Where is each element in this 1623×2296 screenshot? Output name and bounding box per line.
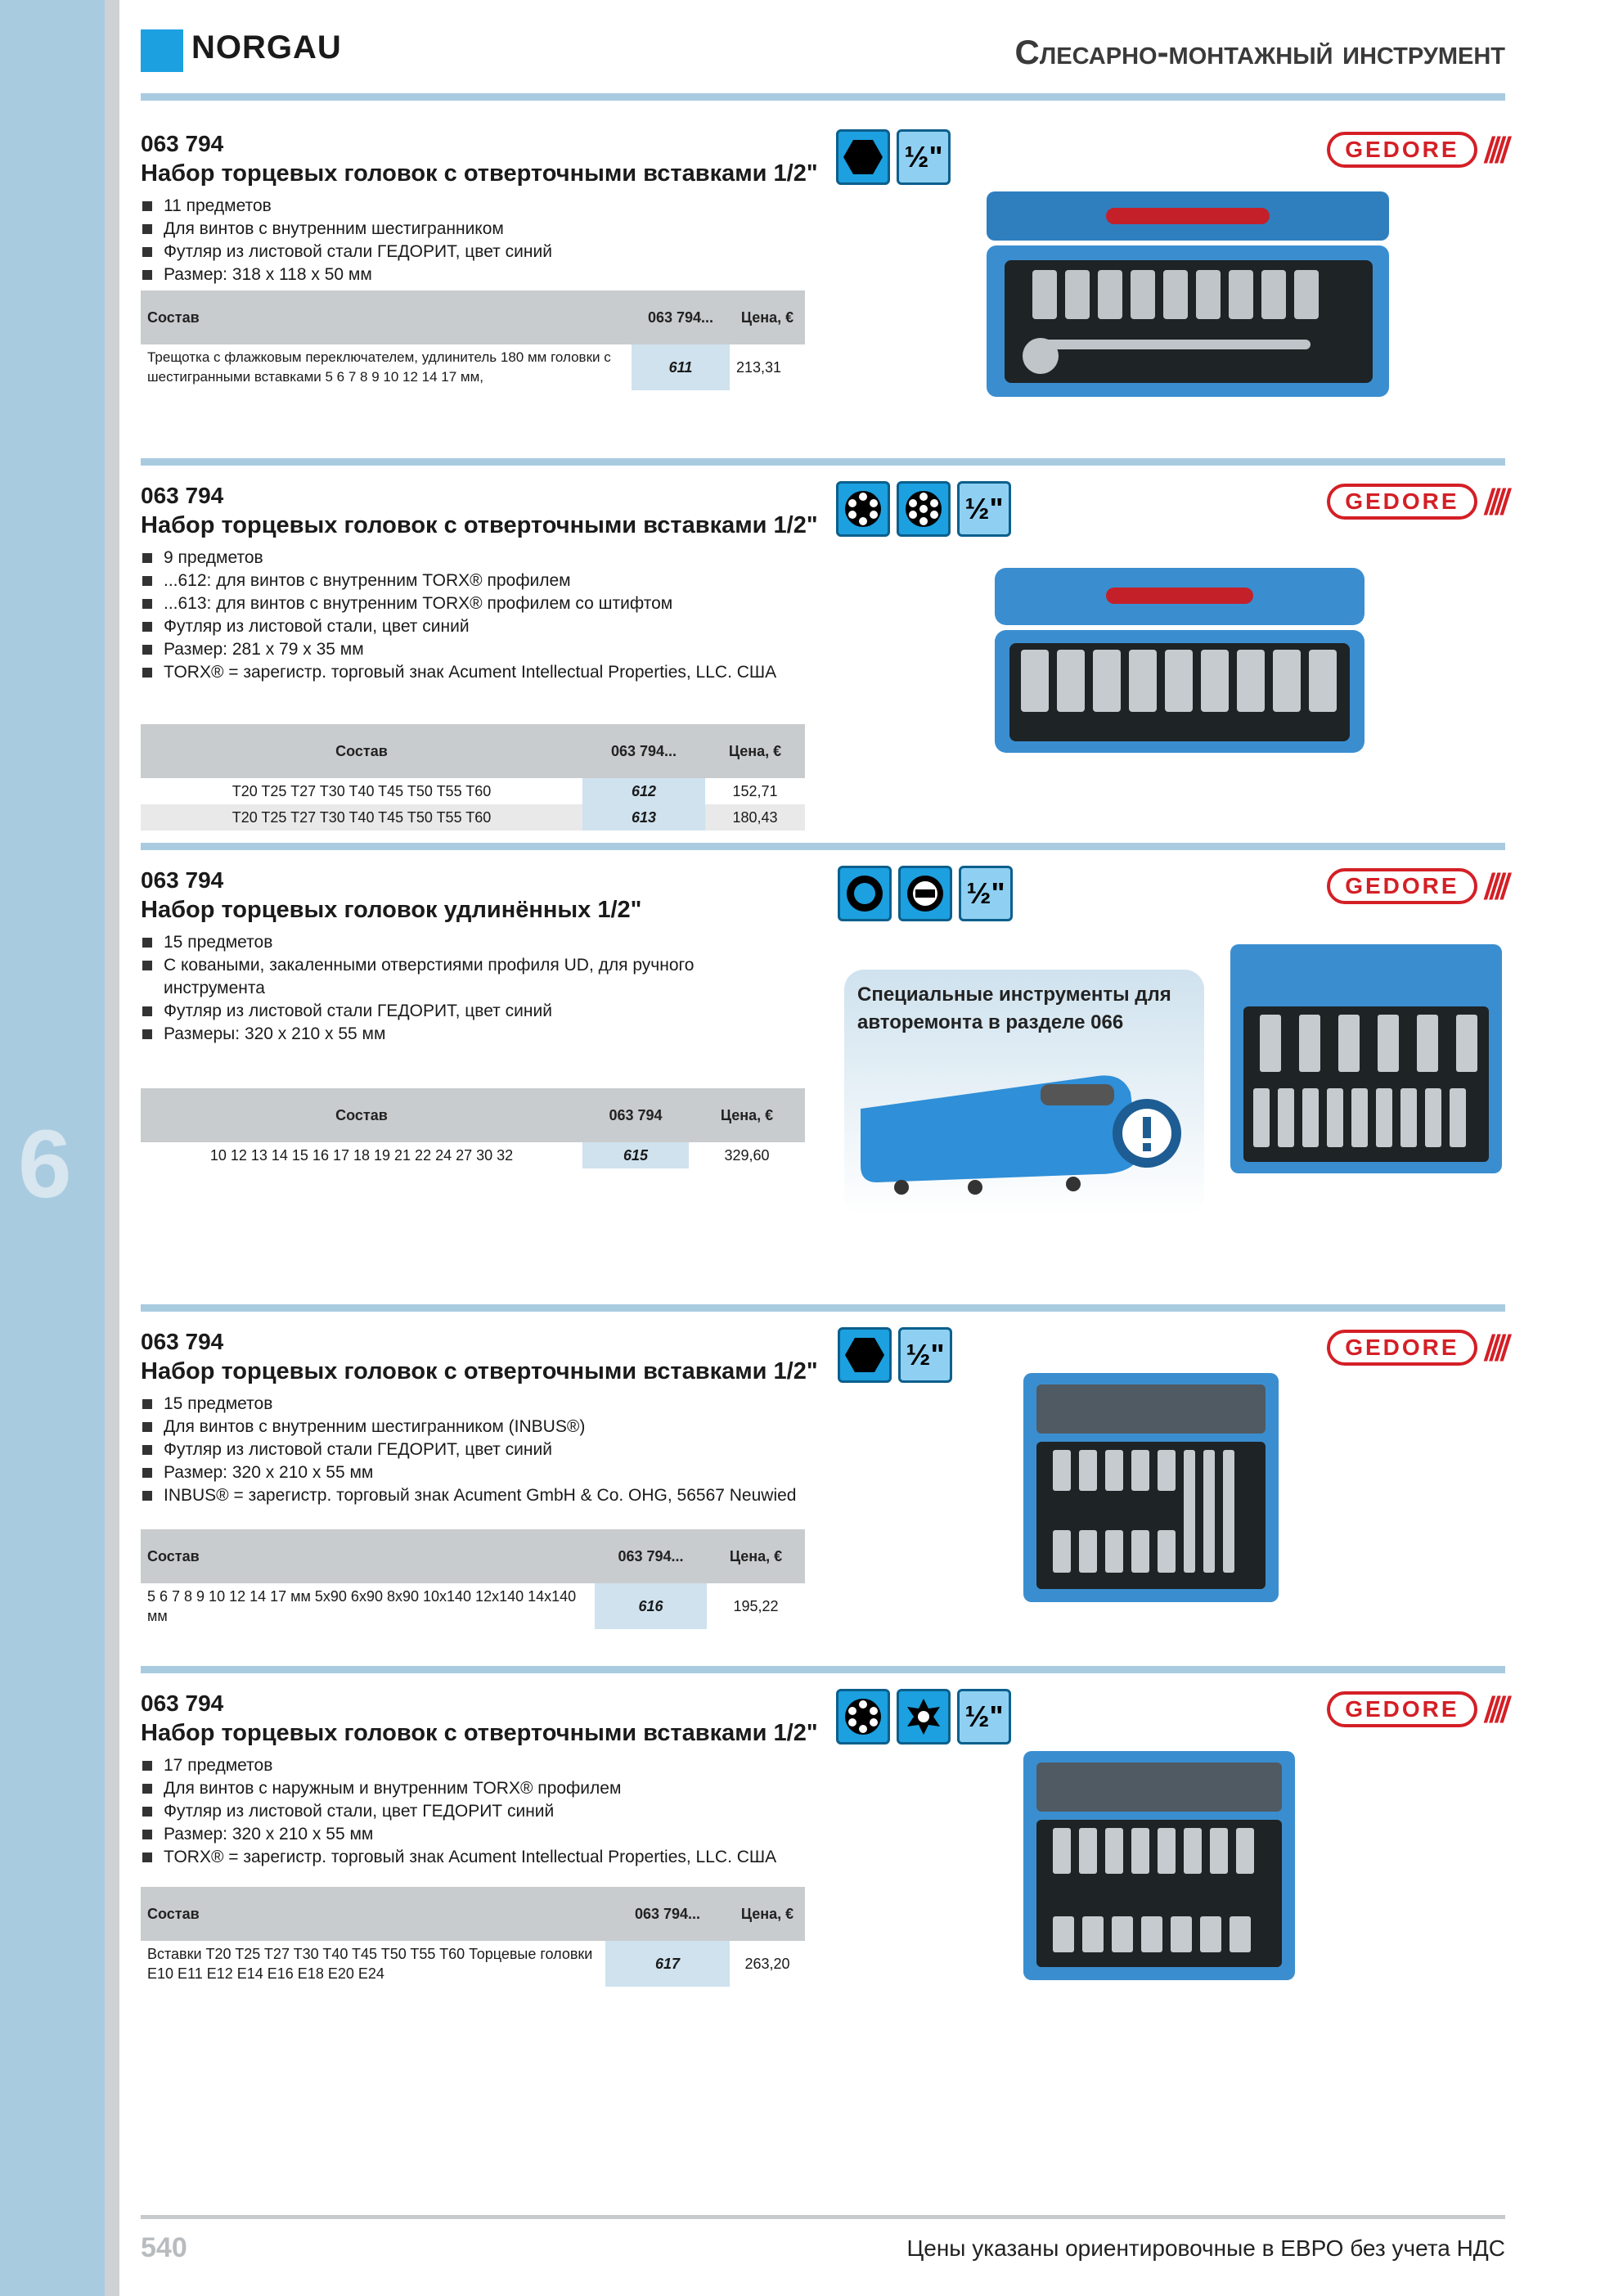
- feature-item: Футляр из листовой стали ГЕДОРИТ, цвет синий: [141, 1438, 828, 1461]
- column-header: 063 794...: [595, 1529, 707, 1583]
- feature-item: TORX® = зарегистр. торговый знак Acument Intellectual Properties, LLC. США: [141, 661, 828, 684]
- column-header: 063 794...: [605, 1887, 730, 1941]
- feature-item: Футляр из листовой стали, цвет синий: [141, 615, 828, 638]
- spec-table: [141, 724, 805, 831]
- feature-item: 9 предметов: [141, 547, 828, 569]
- order-code-cell: 612: [582, 778, 705, 804]
- price-note: Цены указаны ориентировочные в ЕВРО без учета НДС: [906, 2235, 1505, 2261]
- product-title: Набор торцевых головок с отверточными вставками 1/2": [141, 1358, 818, 1384]
- spec-icons: [836, 481, 1011, 537]
- drive-1-2-icon: ½": [898, 1327, 952, 1383]
- gedore-logo: [1327, 131, 1505, 169]
- section-rule: [141, 1304, 1505, 1312]
- page-header: [141, 26, 1505, 92]
- price-cell: 180,43: [705, 804, 805, 831]
- hexagon-icon: [836, 129, 890, 185]
- sidebar-edge: [105, 0, 119, 2296]
- composition-cell: 5 6 7 8 9 10 12 14 17 мм 5x90 6x90 8x90 10x140 12x140 14x140 мм: [147, 1588, 577, 1624]
- gedore-wordmark: GEDORE: [1327, 132, 1477, 168]
- gedore-stripes-icon: ////: [1483, 131, 1505, 169]
- feature-item: 15 предметов: [141, 931, 746, 954]
- product-section-617: [141, 1666, 1505, 2026]
- feature-item: Для винтов с внутренним шестигранником: [141, 218, 828, 241]
- order-code-cell: 611: [632, 344, 730, 390]
- chapter-number: 6: [18, 1110, 72, 1218]
- spec-table: [141, 1887, 805, 1987]
- feature-item: Размер: 320 x 210 x 55 мм: [141, 1461, 828, 1484]
- price-cell: 152,71: [732, 783, 778, 799]
- article-number: 063 794: [141, 1329, 224, 1354]
- composition-cell: Трещотка с флажковым переключателем, удлинитель 180 мм головки с шестигранными вставками 5 6 7 8 9 10 12 14 17 мм,: [147, 349, 611, 385]
- hexagon-icon: [838, 1327, 892, 1383]
- feature-item: Размер: 281 x 79 x 35 мм: [141, 638, 828, 661]
- gedore-stripes-icon: ////: [1483, 1329, 1505, 1366]
- article-number: 063 794: [141, 483, 224, 508]
- drive-1-2-icon: ½": [957, 481, 1011, 537]
- table-row: [141, 804, 805, 831]
- order-code-cell: 615: [582, 1142, 689, 1168]
- feature-item: Футляр из листовой стали ГЕДОРИТ, цвет синий: [141, 241, 828, 263]
- product-section-616: [141, 1304, 1505, 1664]
- creeper-photo: [852, 1043, 1196, 1207]
- gedore-logo: [1327, 867, 1505, 905]
- price-cell: 213,31: [736, 359, 782, 376]
- table-header-row: [141, 1088, 805, 1142]
- feature-item: INBUS® = зарегистр. торговый знак Acument GmbH & Co. OHG, 56567 Neuwied: [141, 1484, 828, 1507]
- composition-cell: 10 12 13 14 15 16 17 18 19 21 22 24 27 30 32: [209, 1147, 514, 1164]
- column-header: 063 794: [582, 1088, 689, 1142]
- page-title: Слесарно-монтажный инструмент: [1014, 33, 1505, 71]
- table-header-row: [141, 290, 805, 344]
- feature-item: 17 предметов: [141, 1754, 828, 1777]
- feature-item: Размер: 320 x 210 x 55 мм: [141, 1823, 828, 1846]
- page-number: 540: [141, 2232, 187, 2263]
- promo-banner[interactable]: [844, 970, 1204, 1215]
- column-header: Состав: [141, 1529, 595, 1583]
- feature-item: Для винтов с внутренним шестигранником (INBUS®): [141, 1416, 828, 1438]
- order-code-cell: 617: [605, 1941, 730, 1987]
- gedore-stripes-icon: ////: [1483, 867, 1505, 905]
- product-photo: [983, 188, 1392, 401]
- order-code-cell: 613: [582, 804, 705, 831]
- drive-1-2-icon: ½": [959, 866, 1013, 921]
- column-header: Цена, €: [730, 290, 805, 344]
- table-row: [141, 778, 805, 804]
- product-section-615: [141, 843, 1505, 1301]
- gedore-logo: [1327, 483, 1505, 520]
- product-title: Набор торцевых головок удлинённых 1/2": [141, 897, 642, 923]
- header-rule: [141, 93, 1505, 101]
- product-title: Набор торцевых головок с отверточными вставками 1/2": [141, 1720, 818, 1746]
- spec-table: [141, 290, 805, 390]
- spec-icons: [838, 866, 1013, 921]
- norgau-logo-icon: [141, 29, 183, 72]
- drive-1-2-icon: ½": [957, 1689, 1011, 1745]
- section-rule: [141, 843, 1505, 850]
- feature-list: [141, 195, 828, 286]
- product-title: Набор торцевых головок с отверточными вставками 1/2": [141, 512, 818, 538]
- product-title: Набор торцевых головок с отверточными вставками 1/2": [141, 160, 818, 187]
- table-row: [141, 1583, 805, 1629]
- feature-item: Размер: 318 x 118 x 50 мм: [141, 263, 828, 286]
- composition-cell: Вставки T20 T25 T27 T30 T40 T45 T50 T55 T60 Торцевые головки E10 E11 E12 E14 E16 E18 E20 E24: [147, 1946, 593, 1982]
- column-header: Состав: [141, 290, 632, 344]
- column-header: Цена, €: [730, 1887, 805, 1941]
- table-header-row: [141, 1529, 805, 1583]
- column-header: 063 794...: [632, 290, 730, 344]
- table-row: [141, 344, 805, 390]
- table-header-row: [141, 1887, 805, 1941]
- product-section-612-613: [141, 458, 1505, 835]
- e-torx-icon: [897, 1689, 951, 1745]
- spec-table: [141, 1529, 805, 1629]
- feature-item: ...612: для винтов с внутренним TORX® профилем: [141, 569, 828, 592]
- composition-cell: T20 T25 T27 T30 T40 T45 T50 T55 T60: [232, 783, 492, 799]
- torx-icon: [836, 481, 890, 537]
- composition-cell: T20 T25 T27 T30 T40 T45 T50 T55 T60: [141, 804, 582, 831]
- column-header: 063 794...: [582, 724, 705, 778]
- feature-item: С коваными, закаленными отверстиями профиля UD, для ручного инструмента: [141, 954, 746, 1000]
- promo-text: Специальные инструменты для авторемонта в разделе 066: [857, 984, 1171, 1033]
- column-header: Состав: [141, 724, 582, 778]
- column-header: Состав: [141, 1088, 582, 1142]
- product-photo: [991, 565, 1368, 761]
- product-photo: [1227, 941, 1505, 1178]
- drive-1-2-icon: ½": [897, 129, 951, 185]
- article-number: 063 794: [141, 131, 224, 156]
- gedore-wordmark: GEDORE: [1327, 1330, 1477, 1366]
- gedore-wordmark: GEDORE: [1327, 868, 1477, 904]
- order-code-cell: 616: [595, 1583, 707, 1629]
- column-header: Цена, €: [707, 1529, 805, 1583]
- table-row: [141, 1941, 805, 1987]
- ud-profile-icon: [838, 866, 892, 921]
- price-cell: 263,20: [744, 1956, 790, 1972]
- section-rule: [141, 1666, 1505, 1673]
- column-header: Состав: [141, 1887, 605, 1941]
- torx-icon: [836, 1689, 890, 1745]
- product-photo: [1020, 1748, 1298, 1985]
- feature-list: [141, 1393, 828, 1507]
- feature-list: [141, 547, 828, 684]
- feature-list: [141, 931, 746, 1046]
- gedore-stripes-icon: ////: [1483, 483, 1505, 520]
- gedore-logo: [1327, 1690, 1505, 1728]
- feature-item: Для винтов с наружным и внутренним TORX® профилем: [141, 1777, 828, 1800]
- torx-pin-icon: [897, 481, 951, 537]
- feature-item: 15 предметов: [141, 1393, 828, 1416]
- feature-item: Размеры: 320 x 210 x 55 мм: [141, 1023, 746, 1046]
- gedore-stripes-icon: ////: [1483, 1690, 1505, 1728]
- price-cell: 195,22: [733, 1598, 779, 1614]
- article-number: 063 794: [141, 867, 224, 893]
- spec-icons: [836, 129, 951, 185]
- column-header: Цена, €: [705, 724, 805, 778]
- feature-item: TORX® = зарегистр. торговый знак Acument Intellectual Properties, LLC. США: [141, 1846, 828, 1869]
- price-cell: 329,60: [724, 1147, 770, 1164]
- column-header: Цена, €: [689, 1088, 805, 1142]
- product-photo: [1020, 1370, 1282, 1607]
- gedore-wordmark: GEDORE: [1327, 484, 1477, 520]
- brand-logo: NORGAU: [191, 29, 342, 65]
- section-rule: [141, 458, 1505, 466]
- feature-list: [141, 1754, 828, 1869]
- spec-icons: [836, 1689, 1011, 1745]
- spec-icons: [838, 1327, 952, 1383]
- table-row: [141, 1142, 805, 1168]
- footer-rule: [141, 2215, 1505, 2219]
- unit-drive-icon: [898, 866, 952, 921]
- gedore-logo: [1327, 1329, 1505, 1366]
- gedore-wordmark: GEDORE: [1327, 1691, 1477, 1727]
- spec-table: [141, 1088, 805, 1168]
- feature-item: ...613: для винтов с внутренним TORX® профилем со штифтом: [141, 592, 828, 615]
- feature-item: Футляр из листовой стали, цвет ГЕДОРИТ синий: [141, 1800, 828, 1823]
- product-section-611: [141, 106, 1505, 450]
- feature-item: Футляр из листовой стали ГЕДОРИТ, цвет синий: [141, 1000, 746, 1023]
- table-header-row: [141, 724, 805, 778]
- article-number: 063 794: [141, 1690, 224, 1716]
- feature-item: 11 предметов: [141, 195, 828, 218]
